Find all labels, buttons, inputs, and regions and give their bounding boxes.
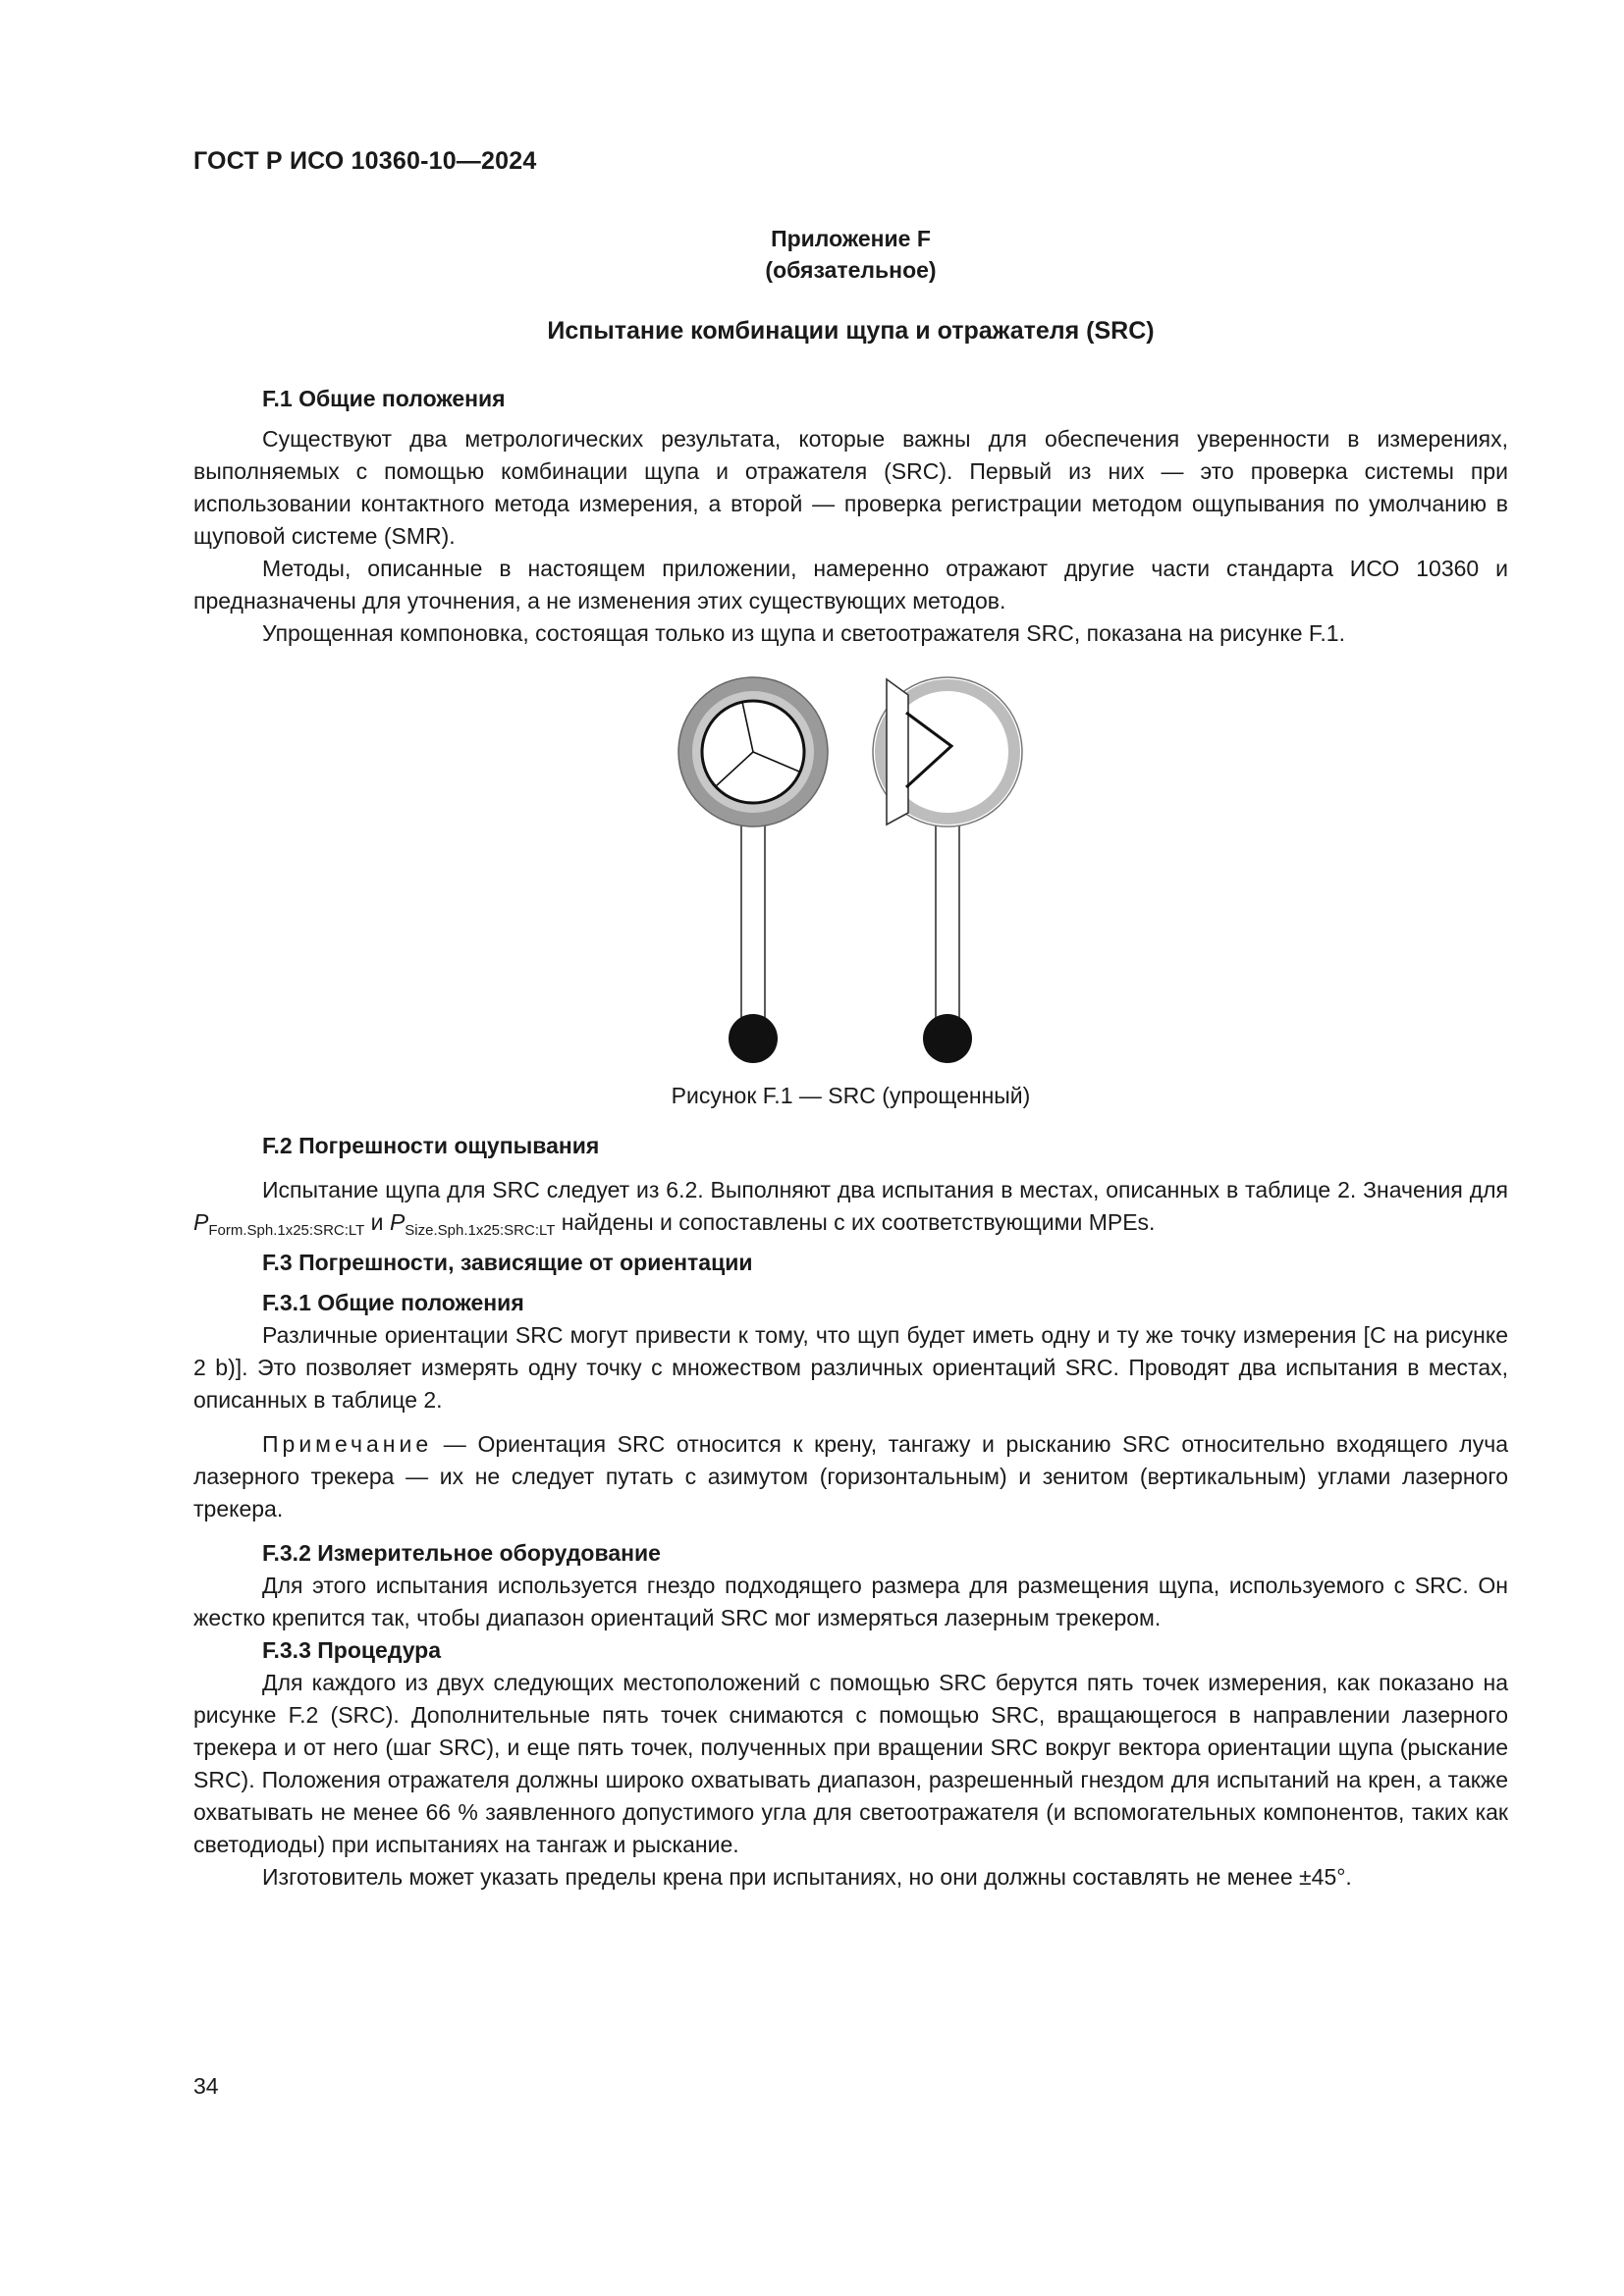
reflector-mount-flange	[887, 679, 908, 825]
section-f31-note: Примечание — Ориентация SRC относится к крену, тангажу и рысканию SRC относительно входящего луча лазерного трекера — их не следует путать с азимутом (горизонтальным) и зенитом (вертикальным) углами лазерного трекера.	[193, 1431, 1508, 1522]
annex-title: Приложение F	[771, 226, 931, 251]
section-f1-paragraph-1: Существуют два метрологических результата, которые важны для обеспечения уверенности в измерениях, выполняемых с помощью комбинации щупа и отражателя (SRC). Первый из них — это проверка системы при использовании контактного метода измерения, а второй — проверка регистрации методом ощупывания по умолчанию в щуповой системе (SMR).	[193, 426, 1508, 549]
page-number: 34	[193, 2073, 219, 2099]
section-f32-heading: F.3.2 Измерительное оборудование	[262, 1540, 661, 1566]
section-f31-heading: F.3.1 Общие положения	[262, 1290, 524, 1315]
stylus-shaft-left	[741, 813, 765, 1021]
section-f33-heading: F.3.3 Процедура	[262, 1637, 442, 1663]
section-f1-paragraph-3: Упрощенная компоновка, состоящая только из щупа и светоотражателя SRC, показана на рисунке F.1.	[262, 620, 1345, 646]
figure-f1-drawing	[193, 667, 1508, 1080]
figure-f1	[193, 667, 1508, 1080]
src-side-view	[873, 677, 1022, 1063]
section-f3-heading: F.3 Погрешности, зависящие от ориентации	[262, 1250, 753, 1275]
annex-status: (обязательное)	[765, 257, 937, 283]
section-f2-paragraph: Испытание щупа для SRC следует из 6.2. Выполняют два испытания в местах, описанных в таблице 2. Значения для $P_{Form.Sph.1x25:SRC:LT}$ и $P_{Size.Sph.1x25:SRC:LT}$ найдены и сопоставлены с их соответствующими MPEs.	[193, 1177, 1508, 1239]
section-f1-paragraph-2: Методы, описанные в настоящем приложении, намеренно отражают другие части стандарта ИСО 10360 и предназначены для уточнения, а не изменения этих существующих методов.	[193, 556, 1508, 614]
probe-tip-ball-right	[923, 1014, 972, 1063]
section-f33-paragraph-1: Для каждого из двух следующих местоположений с помощью SRC берутся пять точек измерения, как показано на рисунке F.2 (SRC). Дополнительные пять точек снимаются с помощью SRC, вращающегося в направлении лазерного трекера и от него (шаг SRC), и еще пять точек, полученных при вращении SRC вокруг вектора ориентации щупа (рыскание SRC). Положения отражателя должны широко охватывать диапазон, разрешенный гнездом для испытаний на крен, а также охватывать не менее 66 % заявленного допустимого угла для светоотражателя (и вспомогательных компонентов, таких как светодиоды) при испытаниях на тангаж и рыскание.	[193, 1670, 1508, 1857]
probe-tip-ball-left	[729, 1014, 778, 1063]
section-f1-heading: F.1 Общие положения	[262, 386, 506, 411]
document-body	[193, 383, 1508, 1894]
annex-name: Испытание комбинации щупа и отражателя (SRC)	[547, 317, 1155, 345]
standard-header: ГОСТ Р ИСО 10360-10—2024	[193, 147, 537, 175]
section-f2-heading: F.2 Погрешности ощупывания	[262, 1133, 600, 1158]
stylus-shaft-right	[936, 813, 959, 1021]
src-front-view	[678, 677, 828, 1063]
figure-f1-caption: Рисунок F.1 — SRC (упрощенный)	[671, 1083, 1031, 1108]
section-f32-paragraph: Для этого испытания используется гнездо подходящего размера для размещения щупа, используемого с SRC. Он жестко крепится так, чтобы диапазон ориентаций SRC мог измеряться лазерным трекером.	[193, 1573, 1508, 1630]
section-f33-paragraph-2: Изготовитель может указать пределы крена при испытаниях, но они должны составлять не менее ±45°.	[262, 1864, 1352, 1890]
section-f31-paragraph: Различные ориентации SRC могут привести к тому, что щуп будет иметь одну и ту же точку измерения [С на рисунке 2 b)]. Это позволяет измерять одну точку с множеством различных ориентаций SRC. Проводят два испытания в местах, описанных в таблице 2.	[193, 1322, 1508, 1413]
